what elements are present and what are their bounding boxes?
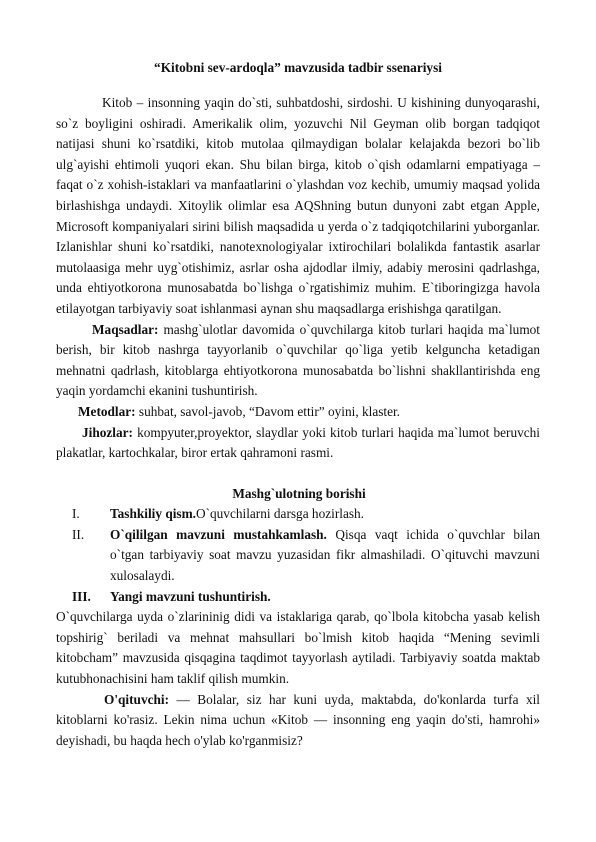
goals-text: mashg`ulotlar davomida o`quvchilarga kitob turlari haqida ma`lumot berish, bir kitob nashrga tayyorlanib o`quvchilar qo`liga yetib kelguncha ketadigan mehnatni qadrlash, kitoblarga ehtiyotkorona munosabatda bo`lishni shakllantirishda eng yaqin yordamchi ekanini tushuntirish.: [56, 321, 540, 399]
teacher-label: O'qituvchi:: [104, 691, 170, 707]
list-item: [56, 587, 540, 608]
list-item-text: [110, 504, 540, 525]
task-paragraph: O`quvchilarga uyda o`zlarininig didi va istaklariga qarab, qo`lbola kitobcha yasab kelish topshirig` beriladi va mehnat mahsullari bo`lmish kitob haqida “Mening sevimli kitobcham” mavzusida qisqagina taqdimot tayyorlash aytiladi. Tarbiyaviy soatda maktab kutubhonachisini ham taklif qilish mumkin.: [56, 609, 540, 687]
teacher-text: — Bolalar, siz har kuni uyda, maktabda, do'konlarda turfa xil kitoblarni ko'rasiz. Lekin nima uchun «Kitob — insonning eng yaqin do'sti, hamrohi» deyishadi, bu haqda hech o'ylab ko'rganmisiz?: [56, 691, 540, 748]
intro-paragraph: Kitob – insonning yaqin do`sti, suhbatdoshi, sirdoshi. U kishining dunyoqarashi, so`z boyligini oshiradi. Amerikalik olim, yozuvchi Nil Geyman olib borgan tadqiqot natijasi shuni ko`rsatdiki, kitob mutolaa qilmaydigan bolalar kelajakda bezori bo`lib ulg`ayishi ehtimoli yuqori ekan. Shu bilan birga, kitob o`qish odamlarni empatiyaga – faqat o`z xohish-istaklari va manfaatlarini o`ylashdan voz kechib, umumiy maqsad yolida birlashishga undaydi. Xitoylik olimlar esa AQShning butun dunyoni zabt etgan Apple, Microsoft kompaniyalari sirini bilish maqsadida u yerda o`z tadqiqotchilarini yuborganlar. Izlanishlar shuni ko`rsatdiki, nanotexnologiyalar ixtirochilari bolalikda fantastik asarlar mutolaasiga mehr uyg`otishimiz, asrlar osha ajdodlar ilmiy, adabiy merosini qadrlashga, unda ehtiyotkorona munosabatda bo`lishga o`rgatishimiz muhim. E`tiboringizga havola etilayotgan tarbiyaviy soat ishlanmasi aynan shu maqsadlarga erishishga qaratilgan.: [56, 95, 540, 316]
list-item-number: III.: [72, 588, 91, 604]
teacher-paragraph: [56, 690, 540, 752]
document-title: “Kitobni sev-ardoqla” mavzusida tadbir ssenariysi: [154, 60, 442, 75]
goals-label: Maqsadlar:: [92, 321, 159, 337]
list-item-body: O`quvchilarni darsga hozirlash.: [195, 506, 364, 522]
list-item-bold: O`qililgan mavzuni mustahkamlash.: [110, 526, 327, 542]
list-item-number: II.: [72, 526, 85, 542]
list-item-text: [110, 587, 540, 608]
section-heading: Mashg`ulotning borishi: [232, 485, 366, 501]
methods-label: Metodlar:: [78, 403, 136, 419]
equipment-text: kompyuter,proyektor, slaydlar yoki kitob turlari haqida ma`lumot beruvchi plakatlar, kartochkalar, biror ertak qahramoni rasmi.: [56, 424, 540, 461]
list-item-bold: Tashkiliy qism.: [110, 506, 196, 522]
list-item-number: I.: [72, 506, 80, 522]
list-item: [56, 525, 540, 587]
document-body: [56, 93, 540, 751]
steps-list: [56, 504, 540, 607]
list-item-body: Qisqa vaqt ichida o`quvchlar bilan o`tgan tarbiyaviy soat mavzu yuzasidan fikr almashiladi. O`qituvchi mavzuni xulosalaydi.: [110, 526, 540, 584]
equipment-label: Jihozlar:: [82, 424, 133, 440]
list-item-text: [110, 525, 540, 587]
equipment-paragraph: [56, 423, 540, 464]
list-item-bold: Yangi mavzuni tushuntirish.: [110, 588, 271, 604]
methods-paragraph: [56, 402, 540, 423]
methods-text: suhbat, savol-javob, “Davom ettir” oyini, klaster.: [135, 403, 401, 419]
list-item: [56, 504, 540, 525]
goals-paragraph: [56, 320, 540, 402]
